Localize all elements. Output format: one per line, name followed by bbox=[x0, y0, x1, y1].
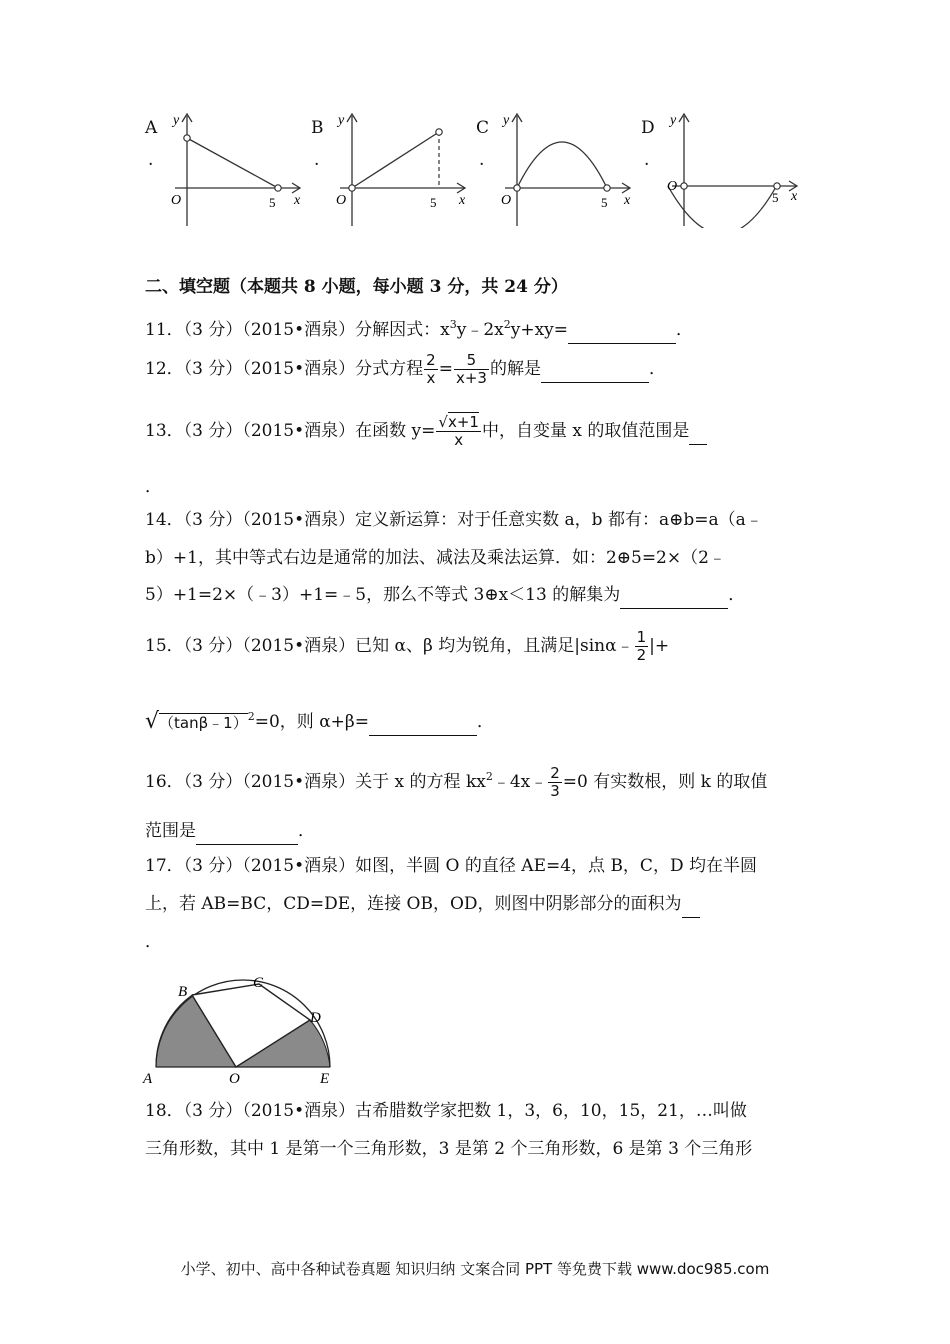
graph-b-five-label: 5 bbox=[430, 195, 437, 210]
answer-blank-12[interactable] bbox=[541, 356, 649, 383]
q16-middle: ﹣4x﹣ bbox=[492, 772, 548, 792]
question-14-line3: 5）+1=2×（﹣3）+1=﹣5，那么不等式 3⊕x＜13 的解集为 ． bbox=[145, 582, 745, 609]
question-13-end: ． bbox=[145, 477, 162, 497]
question-15-line1: 15．（3 分）（2015•酒泉）已知 α、β 均为锐角，且满足|sinα﹣ $\frac{1}{2}$ |+ bbox=[145, 628, 670, 664]
q16-tail: =0 有实数根，则 k 的取值 bbox=[562, 772, 768, 792]
fig-label-c: C bbox=[253, 975, 264, 991]
fig-label-o: O bbox=[229, 1071, 240, 1087]
question-17-end: ． bbox=[145, 932, 162, 952]
section-heading: 二、填空题（本题共 8 小题，每小题 3 分，共 24 分） bbox=[145, 277, 568, 297]
answer-blank-16[interactable] bbox=[196, 818, 298, 845]
question-12: 12．（3 分）（2015•酒泉）分式方程 $\frac{2}{x}$ = $\frac{5}{x+3}$ 的解是 ． bbox=[145, 351, 666, 387]
fig-label-e: E bbox=[320, 1071, 330, 1087]
graph-option-c bbox=[495, 108, 640, 228]
q16-exponent: 2 bbox=[485, 770, 493, 783]
fig-label-d: D bbox=[310, 1010, 321, 1026]
question-11: 11．（3 分）（2015•酒泉）分解因式：$x^3y﹣2x^2y+xy=$ ． bbox=[145, 312, 693, 344]
graph-a-x-label: x bbox=[294, 193, 301, 208]
graph-c-x-label: x bbox=[624, 193, 631, 208]
graph-option-a bbox=[165, 108, 310, 228]
graph-a-five-label: 5 bbox=[269, 195, 276, 210]
option-c-letter: C bbox=[476, 118, 490, 138]
q16-fraction bbox=[548, 765, 562, 800]
option-c-dot: . bbox=[479, 150, 485, 170]
graph-a-y-label: y bbox=[173, 113, 180, 128]
question-16-line2: 范围是 ． bbox=[145, 818, 315, 845]
graph-a-origin-label: O bbox=[171, 193, 182, 208]
graph-c-five-label: 5 bbox=[601, 195, 608, 210]
q16-prefix: 16．（3 分）（2015•酒泉）关于 x 的方程 kx bbox=[145, 772, 486, 792]
fig-label-b: B bbox=[178, 984, 188, 1000]
graph-b-y-label: y bbox=[338, 113, 345, 128]
question-13: 13．（3 分）（2015•酒泉）在函数 y= $\frac{√x+1}{x}$ 中，自变量 x 的取值范围是 bbox=[145, 414, 707, 449]
question-14-line2: b）+1，其中等式右边是通常的加法、减法及乘法运算．如：2⊕5=2×（2﹣ bbox=[145, 548, 726, 568]
option-a-letter: A bbox=[145, 118, 158, 138]
option-d-letter: D bbox=[641, 118, 655, 138]
answer-blank-15[interactable] bbox=[369, 709, 477, 736]
graph-d-five-label: 5 bbox=[772, 190, 779, 205]
graph-b-origin-label: O bbox=[336, 193, 347, 208]
question-15-line2: √（tanβ﹣1）$^2$=0，则 α+β= ． bbox=[145, 709, 494, 734]
answer-blank-13[interactable] bbox=[689, 418, 707, 445]
graph-d-origin-label: O bbox=[667, 179, 678, 194]
question-18-line2: 三角形数，其中 1 是第一个三角形数，3 是第 2 个三角形数，6 是第 3 个三角形 bbox=[145, 1139, 753, 1159]
answer-blank-17[interactable] bbox=[682, 891, 700, 918]
question-18-line1: 18．（3 分）（2015•酒泉）古希腊数学家把数 1，3，6，10，15，21，…叫做 bbox=[145, 1101, 747, 1121]
q16-fraction-denominator: 3 bbox=[550, 782, 560, 800]
question-17-line1: 17．（3 分）（2015•酒泉）如图，半圆 O 的直径 AE=4，点 B，C，D 均在半圆 bbox=[145, 856, 757, 876]
graph-option-b bbox=[330, 108, 475, 228]
answer-blank-11[interactable] bbox=[568, 317, 676, 344]
question-17-line2: 上，若 AB=BC，CD=DE，连接 OB，OD，则图中阴影部分的面积为 bbox=[145, 891, 700, 918]
option-d-dot: . bbox=[644, 150, 650, 170]
graph-option-d bbox=[662, 108, 807, 228]
sqrt-expression: √（tanβ﹣1） bbox=[145, 709, 248, 734]
fig-label-a: A bbox=[143, 1071, 153, 1087]
graph-c-origin-label: O bbox=[501, 193, 512, 208]
graph-c-y-label: y bbox=[503, 113, 510, 128]
question-14-line1: 14．（3 分）（2015•酒泉）定义新运算：对于任意实数 a，b 都有：a⊕b=a（a﹣ bbox=[145, 510, 763, 530]
option-a-dot: . bbox=[148, 150, 154, 170]
graph-d-y-label: y bbox=[670, 113, 677, 128]
semicircle-figure bbox=[140, 962, 350, 1087]
answer-blank-14[interactable] bbox=[620, 582, 728, 609]
graph-d-x-label: x bbox=[791, 189, 798, 204]
option-b-letter: B bbox=[311, 118, 324, 138]
page-footer: 小学、初中、高中各种试卷真题 知识归纳 文案合同 PPT 等免费下载 www.doc985.com bbox=[180, 1260, 770, 1278]
question-16-line1 bbox=[145, 764, 767, 800]
option-b-dot: . bbox=[314, 150, 320, 170]
graph-b-x-label: x bbox=[459, 193, 466, 208]
q16-fraction-numerator: 2 bbox=[550, 764, 560, 782]
